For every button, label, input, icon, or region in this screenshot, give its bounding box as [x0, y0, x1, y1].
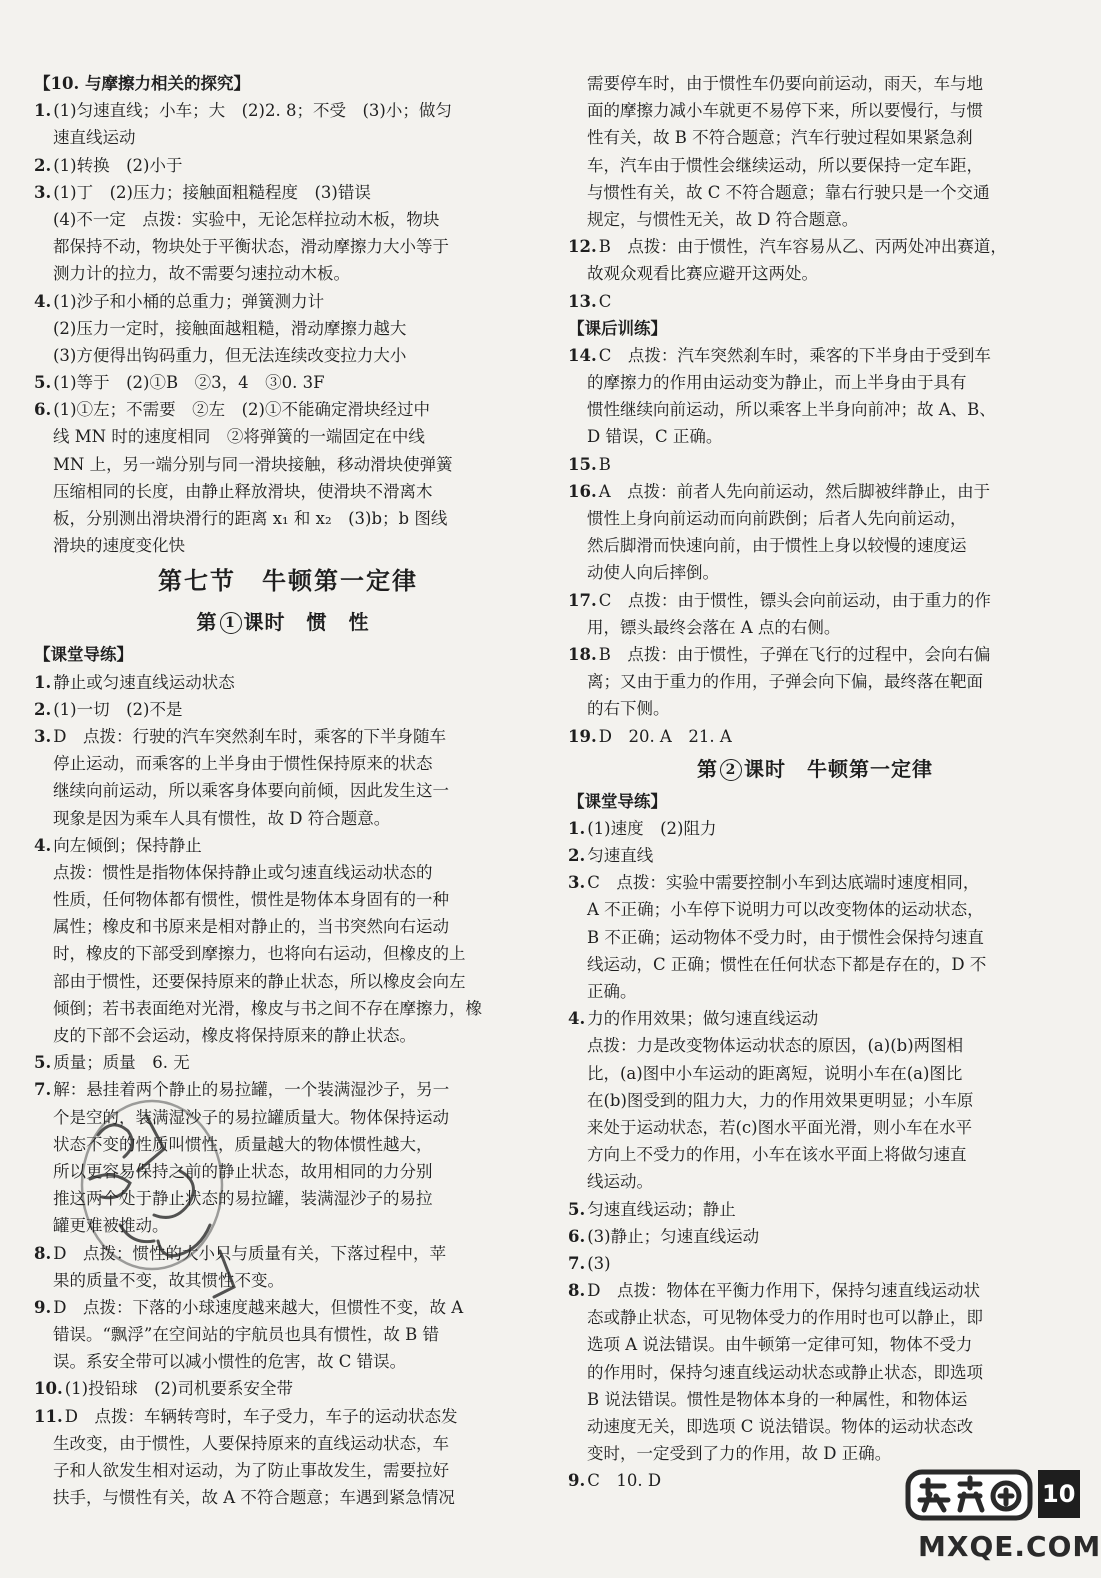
answer-text: 动使人向后摔倒。	[587, 563, 719, 583]
answer-text: (1)①左；不需要 ②左 (2)①不能确定滑块经过中	[53, 400, 430, 420]
question-number: 14.	[568, 345, 597, 365]
answer-text: 车，汽车由于惯性会继续运动，所以要保持一定车距，	[587, 155, 983, 175]
question-number: 3.	[34, 182, 52, 202]
question-number: 5.	[568, 1199, 586, 1219]
answer-text: (1)速度 (2)阻力	[587, 818, 717, 838]
answer-line	[34, 1457, 512, 1484]
answer-text: 惯性上身向前运动而向前跌倒；后者人先向前运动，	[587, 509, 967, 528]
answer-line	[34, 288, 512, 315]
answer-text: 面的摩擦力减小车就更不易停下来，所以要慢行，与惯	[587, 101, 983, 121]
answer-line	[568, 369, 1042, 396]
answer-text: 静止或匀速直线运动状态	[53, 672, 235, 692]
answer-line	[34, 805, 512, 832]
answer-line	[568, 1223, 1042, 1250]
question-number: 4.	[34, 835, 52, 855]
answer-text: A 点拨：前者人先向前运动，然后脚被绊静止，由于	[598, 481, 991, 501]
question-number: 6.	[34, 400, 52, 420]
question-number: 3.	[34, 726, 52, 746]
question-number: 2.	[568, 846, 586, 866]
lesson-prefix: 第	[697, 756, 718, 781]
answer-text: 与惯性有关，故 C 不符合题意；靠右行驶只是一个交通	[587, 182, 990, 202]
answer-line	[568, 1386, 1042, 1413]
lesson-title-text: 课时 惯 性	[243, 610, 370, 635]
answer-text: MN 上，另一端分别与同一滑块接触，移动滑块使弹簧	[53, 454, 453, 474]
answer-line	[568, 1413, 1042, 1440]
question-number: 8.	[568, 1281, 586, 1301]
answer-text: 子和人欲发生相对运动，为了防止事故发生，需要拉好	[53, 1461, 449, 1480]
answer-line	[34, 832, 512, 859]
answer-text: D 点拨：物体在平衡力作用下，保持匀速直线运动状	[587, 1281, 980, 1301]
answer-text: 压缩相同的长度，由静止释放滑块，使滑块不滑离木	[53, 481, 433, 501]
answer-text: 皮的下部不会运动，橡皮将保持原来的静止状态。	[53, 1026, 416, 1045]
answer-line	[34, 451, 512, 478]
answer-line	[568, 1060, 1042, 1087]
answer-text: B 点拨：由于惯性，子弹在飞行的过程中，会向右偏	[598, 644, 991, 664]
answer-text: (3)方便得出钩码重力，但无法连续改变拉力大小	[53, 345, 407, 365]
answer-text: D 点拨：行驶的汽车突然刹车时，乘客的下半身随车	[53, 726, 446, 746]
answer-line	[568, 668, 1042, 695]
answer-line	[568, 1304, 1042, 1331]
answer-text: B 说法错误。惯性是物体本身的一种属性，和物体运	[587, 1389, 968, 1409]
answer-line	[568, 559, 1042, 586]
answer-line	[568, 423, 1042, 450]
question-number: 10.	[34, 1379, 63, 1399]
answer-line	[568, 1359, 1042, 1386]
answer-text: 解：悬挂着两个静止的易拉罐，一个装满湿沙子，另一	[53, 1080, 450, 1100]
answer-text: 性质，任何物体都有惯性，惯性是物体本身固有的一种	[53, 890, 449, 910]
answer-line	[34, 1484, 512, 1511]
answer-line	[568, 1114, 1042, 1141]
answer-text: (1)转换 (2)小于	[53, 155, 183, 175]
section-title: 第七节 牛顿第一定律	[158, 566, 418, 596]
answer-text: 的作用时，保持匀速直线运动状态或静止状态，即选项	[587, 1362, 983, 1382]
handwritten-stamp	[60, 1075, 260, 1305]
answer-text: 所以更容易保持之前的静止状态，故用相同的力分别	[53, 1161, 433, 1181]
answer-line	[34, 505, 512, 532]
lesson-title	[568, 750, 1042, 788]
answer-text: C 点拨：由于惯性，镖头会向前运动，由于重力的作	[598, 590, 991, 610]
question-number: 16.	[568, 481, 597, 501]
answer-text: 线运动。	[587, 1172, 653, 1192]
answer-line	[568, 695, 1042, 722]
answer-line	[34, 1430, 512, 1457]
question-number: 3.	[568, 873, 586, 893]
page-number: 10	[1038, 1470, 1080, 1518]
answer-line	[34, 1403, 512, 1430]
lesson-number-badge: 1	[220, 612, 242, 634]
answer-text: 离；又由于重力的作用，子弹会向下偏，最终落在靶面	[587, 672, 983, 692]
answer-line	[568, 978, 1042, 1005]
answer-text: A 不正确；小车停下说明力可以改变物体的运动状态，	[587, 900, 984, 920]
answer-line	[34, 260, 512, 287]
answer-text: D 点拨：下落的小球速度越来越大，但惯性不变，故 A	[53, 1297, 464, 1317]
section-heading	[568, 788, 1042, 815]
answer-text: 匀速直线	[587, 846, 654, 866]
answer-line	[568, 1250, 1042, 1277]
answer-text: B 点拨：由于惯性，汽车容易从乙、丙两处冲出赛道，	[598, 237, 1007, 257]
question-number: 5.	[34, 373, 52, 393]
answer-line	[568, 233, 1042, 260]
answer-line	[34, 1321, 512, 1348]
answer-text: 惯性继续向前运动，所以乘客上半身向前冲；故 A、B、	[587, 400, 996, 420]
answer-line	[34, 342, 512, 369]
answer-text: (1)沙子和小桶的总重力；弹簧测力计	[53, 291, 325, 311]
answer-text: 【课堂导练】	[34, 645, 133, 665]
question-number: 4.	[568, 1009, 586, 1029]
question-number: 11.	[34, 1406, 63, 1426]
answer-text: 【10. 与摩擦力相关的探究】	[34, 74, 250, 93]
answer-text: 变时，一定受到了力的作用，故 D 正确。	[587, 1444, 892, 1464]
answer-line	[568, 1277, 1042, 1304]
answer-line	[568, 1087, 1042, 1114]
question-number: 12.	[568, 237, 597, 257]
answer-line	[568, 587, 1042, 614]
answer-line	[34, 179, 512, 206]
answer-line	[568, 1005, 1042, 1032]
answer-text: 点拨：惯性是指物体保持静止或匀速直线运动状态的	[53, 862, 433, 882]
answer-line	[568, 206, 1042, 233]
answer-text: 规定，与惯性无关，故 D 符合题意。	[587, 209, 859, 229]
answer-text: 需要停车时，由于惯性车仍要向前运动，雨天，车与地	[587, 74, 983, 93]
answer-text: (2)压力一定时，接触面越粗糙，滑动摩擦力越大	[53, 318, 407, 338]
answer-line	[34, 995, 512, 1022]
answer-line	[34, 913, 512, 940]
answer-text: 故观众观看比赛应避开这两处。	[587, 264, 818, 284]
question-number: 1.	[34, 101, 52, 121]
answer-line	[568, 815, 1042, 842]
answer-line	[34, 233, 512, 260]
question-number: 8.	[34, 1243, 52, 1263]
answer-text: 都保持不动，物块处于平衡状态，滑动摩擦力大小等于	[53, 237, 449, 257]
question-number: 15.	[568, 454, 597, 474]
question-number: 4.	[34, 291, 52, 311]
answer-text: 的摩擦力的作用由运动变为静止，而上半身由于具有	[587, 373, 967, 393]
answer-text: 【课后训练】	[568, 318, 667, 338]
answer-line	[568, 614, 1042, 641]
answer-text: 然后脚滑而快速向前，由于惯性上身以较慢的速度运	[587, 536, 967, 556]
answer-text: 用，镖头最终会落在 A 点的右侧。	[587, 617, 841, 637]
answer-line	[568, 1168, 1042, 1195]
answer-text: 来处于运动状态，若(c)图水平面光滑，则小车在水平	[587, 1117, 973, 1137]
answer-text: 的右下侧。	[587, 699, 670, 719]
answer-text: 部由于惯性，还要保持原来的静止状态，所以橡皮会向左	[53, 971, 466, 991]
answer-line	[34, 1049, 512, 1076]
answer-line	[568, 723, 1042, 750]
answer-text: 倾倒；若书表面绝对光滑，橡皮与书之间不存在摩擦力，橡	[53, 998, 482, 1018]
answer-text: 扶手，与惯性有关，故 A 不符合题意；车遇到紧急情况	[53, 1488, 455, 1508]
section-heading	[34, 70, 512, 97]
answer-text: 选项 A 说法错误。由牛顿第一定律可知，物体不受力	[587, 1335, 973, 1355]
answer-line	[568, 396, 1042, 423]
answer-text: (1)匀速直线；小车；大 (2)2. 8；不受 (3)小；做匀	[53, 101, 452, 121]
answer-text: C 点拨：实验中需要控制小车到达底端时速度相同，	[587, 873, 980, 893]
answer-line	[568, 451, 1042, 478]
answer-line	[568, 924, 1042, 951]
answer-text: 性有关，故 B 不符合题意；汽车行驶过程如果紧急刹	[587, 128, 973, 148]
answer-text: 质量；质量 6. 无	[53, 1053, 190, 1073]
answer-line	[568, 1440, 1042, 1467]
answer-text: B	[598, 454, 611, 474]
answer-line	[568, 951, 1042, 978]
section-heading	[34, 641, 512, 668]
answer-line	[34, 1348, 512, 1375]
lesson-title-text: 课时 牛顿第一定律	[744, 756, 933, 781]
answer-line	[34, 423, 512, 450]
question-number: 6.	[568, 1226, 586, 1246]
answer-text: 板，分别测出滑块滑行的距离 x₁ 和 x₂ (3)b；b 图线	[53, 509, 448, 528]
question-number: 1.	[568, 818, 586, 838]
site-logo-icon	[906, 1466, 1032, 1524]
answer-text: 推这两个处于静止状态的易拉罐，装满湿沙子的易拉	[53, 1189, 433, 1209]
right-column	[568, 70, 1042, 1495]
answer-line	[34, 1022, 512, 1049]
answer-line	[568, 869, 1042, 896]
answer-text: 时，橡皮的下部受到摩擦力，也将向右运动，但橡皮的上	[53, 944, 466, 964]
answer-text: C 10. D	[587, 1471, 662, 1491]
answer-text: (1)投铅球 (2)司机要系安全带	[64, 1379, 293, 1399]
answer-line	[568, 124, 1042, 151]
question-number: 9.	[34, 1297, 52, 1317]
answer-line	[568, 1331, 1042, 1358]
question-number: 2.	[34, 699, 52, 719]
answer-line	[568, 896, 1042, 923]
question-number: 7.	[34, 1080, 52, 1100]
answer-line	[34, 532, 512, 559]
answer-text: 个是空的，装满湿沙子的易拉罐质量大。物体保持运动	[53, 1107, 449, 1127]
answer-text: 果的质量不变，故其惯性不变。	[53, 1270, 284, 1290]
watermark-text: MXQE.COM	[918, 1530, 1101, 1563]
answer-text: 滑块的速度变化快	[53, 536, 185, 556]
answer-line	[568, 179, 1042, 206]
answer-text: (3)	[587, 1253, 611, 1273]
answer-text: (3)静止；匀速直线运动	[587, 1226, 760, 1246]
answer-line	[568, 1196, 1042, 1223]
answer-text: 点拨：力是改变物体运动状态的原因，(a)(b)两图相	[587, 1036, 964, 1056]
answer-line	[34, 1375, 512, 1402]
answer-text: 生改变，由于惯性，人要保持原来的直线运动状态，车	[53, 1433, 449, 1453]
section-heading	[568, 315, 1042, 342]
answer-text: (1)一切 (2)不是	[53, 699, 183, 719]
answer-line	[34, 206, 512, 233]
answer-line	[34, 369, 512, 396]
answer-line	[34, 97, 512, 124]
answer-text: 状态不变的性质叫惯性，质量越大的物体惯性越大，	[53, 1134, 433, 1154]
answer-line	[34, 723, 512, 750]
answer-text: 属性；橡皮和书原来是相对静止的，当书突然向右运动	[53, 917, 449, 937]
lesson-title	[34, 603, 512, 641]
answer-line	[34, 396, 512, 423]
answer-line	[568, 505, 1042, 532]
answer-text: (1)等于 (2)①B ②3，4 ③0. 3F	[53, 373, 325, 393]
answer-line	[568, 842, 1042, 869]
answer-text: B 不正确；运动物体不受力时，由于惯性会保持匀速直	[587, 927, 984, 947]
answer-line	[34, 968, 512, 995]
answer-text: D 20. A 21. A	[598, 726, 732, 746]
answer-text: C	[598, 291, 612, 311]
answer-text: D 点拨：车辆转弯时，车子受力，车子的运动状态发	[64, 1406, 458, 1426]
lesson-prefix: 第	[196, 610, 218, 635]
answer-line	[34, 669, 512, 696]
answer-line	[568, 70, 1042, 97]
answer-line	[568, 152, 1042, 179]
answer-line	[568, 641, 1042, 668]
lesson-number-badge: 2	[720, 759, 742, 781]
answer-text: 在(b)图受到的阻力大，力的作用效果更明显；小车原	[587, 1090, 974, 1110]
question-number: 7.	[568, 1253, 586, 1273]
question-number: 13.	[568, 291, 597, 311]
answer-line	[34, 777, 512, 804]
question-number: 18.	[568, 644, 597, 664]
answer-text: 错误。“飘浮”在空间站的宇航员也具有惯性，故 B 错	[53, 1325, 439, 1345]
question-number: 19.	[568, 726, 597, 746]
answer-text: 比，(a)图中小车运动的距离短，说明小车在(a)图比	[587, 1063, 963, 1083]
answer-text: 停止运动，而乘客的上半身由于惯性保持原来的状态	[53, 754, 433, 774]
answer-line	[34, 478, 512, 505]
answer-line	[568, 97, 1042, 124]
answer-line	[34, 940, 512, 967]
answer-text: D 点拨：惯性的大小只与质量有关，下落过程中，苹	[53, 1243, 446, 1263]
answer-line	[34, 315, 512, 342]
question-number: 9.	[568, 1471, 586, 1491]
answer-text: D 错误，C 正确。	[587, 427, 723, 447]
answer-line	[34, 124, 512, 151]
answer-text: 线运动，C 正确；惯性在任何状态下都是存在的，D 不	[587, 954, 987, 974]
answer-text: 态或静止状态，可见物体受力的作用时也可以静止，即	[587, 1308, 983, 1328]
answer-text: (4)不一定 点拨：实验中，无论怎样拉动木板，物块	[53, 209, 440, 229]
answer-text: 现象是因为乘车人具有惯性，故 D 符合题意。	[53, 808, 391, 828]
answer-text: 【课堂导练】	[568, 791, 667, 811]
answer-line	[568, 532, 1042, 559]
answer-text: 方向上不受力的作用，小车在该水平面上将做匀速直	[587, 1145, 967, 1165]
answer-text: (1)丁 (2)压力；接触面粗糙程度 (3)错误	[53, 182, 371, 202]
answer-line	[568, 1141, 1042, 1168]
answer-text: 力的作用效果；做匀速直线运动	[587, 1009, 819, 1029]
answer-text: 继续向前运动，所以乘客身体要向前倾，因此发生这一	[53, 781, 449, 801]
answer-line	[568, 260, 1042, 287]
answer-text: 测力计的拉力，故不需要匀速拉动木板。	[53, 264, 350, 284]
answer-line	[568, 1032, 1042, 1059]
answer-text: C 点拨：汽车突然刹车时，乘客的下半身由于受到车	[598, 345, 991, 365]
answer-text: 线 MN 时的速度相同 ②将弹簧的一端固定在中线	[53, 427, 425, 447]
answer-line	[34, 859, 512, 886]
answer-line	[34, 750, 512, 777]
answer-text: 速直线运动	[53, 128, 136, 148]
answer-text: 误。系安全带可以减小惯性的危害，故 C 错误。	[53, 1352, 407, 1372]
question-number: 5.	[34, 1053, 52, 1073]
answer-line	[34, 696, 512, 723]
answer-line	[34, 886, 512, 913]
answer-text: 罐更难被推动。	[53, 1216, 169, 1236]
answer-line	[568, 478, 1042, 505]
answer-line	[34, 152, 512, 179]
answer-text: 匀速直线运动；静止	[587, 1199, 736, 1219]
answer-text: 向左倾倒；保持静止	[53, 835, 202, 855]
question-number: 2.	[34, 155, 52, 175]
answer-line	[568, 288, 1042, 315]
answer-text: 正确。	[587, 982, 637, 1001]
answer-line	[568, 342, 1042, 369]
answer-text: 动速度无关，即选项 C 说法错误。物体的运动状态改	[587, 1417, 974, 1436]
question-number: 17.	[568, 590, 597, 610]
question-number: 1.	[34, 672, 52, 692]
